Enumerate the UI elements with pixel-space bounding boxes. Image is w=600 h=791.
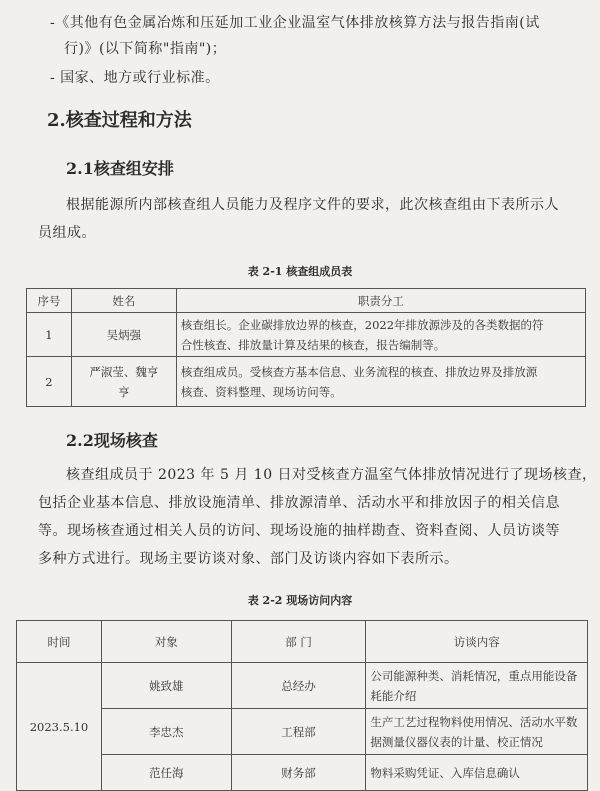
content-line: 公司能源种类、消耗情况，重点用能设备: [370, 668, 578, 683]
cell-name: [71, 357, 176, 407]
subsection-heading-2-1: 2.1核查组安排: [66, 159, 174, 178]
name-line: 严淑莹、魏亨: [89, 364, 159, 379]
cell-person: 姚致雄: [101, 663, 231, 709]
cell-dept: 财务部: [231, 755, 366, 791]
header-duty: 职责分工: [176, 289, 585, 313]
paragraph-2-2-line4: 多种方式进行。现场主要访谈对象、部门及访谈内容如下表所示。: [38, 551, 459, 567]
header-dept: 部 门: [231, 621, 366, 663]
cell-dept: 总经办: [231, 663, 366, 709]
cell-content: [366, 709, 588, 755]
table-header-row: [27, 289, 586, 313]
header-name: 姓名: [71, 289, 176, 313]
content-line: 生产工艺过程物料使用情况、活动水平数: [370, 714, 578, 729]
table-row: [17, 709, 588, 755]
cell-person: 李忠杰: [101, 709, 231, 755]
interview-table: [16, 620, 588, 791]
bullet-guide-line2: 行)》(以下简称"指南")；: [64, 41, 227, 57]
paragraph-2-1-line2: 员组成。: [38, 225, 96, 241]
table-row: [27, 313, 586, 357]
cell-content: [366, 663, 588, 709]
table-row: [27, 357, 586, 407]
table-row: [17, 755, 588, 791]
paragraph-2-2-line1: 核查组成员于 2023 年 5 月 10 日对受核查方温室气体排放情况进行了现场核查，: [66, 467, 597, 483]
cell-date: 2023.5.10: [17, 663, 102, 791]
cell-no: 2: [27, 357, 72, 407]
table-row: [17, 663, 588, 709]
name-line: 亨: [118, 384, 130, 399]
cell-person: 范任海: [101, 755, 231, 791]
cell-no: 1: [27, 313, 72, 357]
header-content: 访谈内容: [366, 621, 588, 663]
team-table: [26, 288, 586, 407]
paragraph-2-2-line2: 包括企业基本信息、排放设施清单、排放源清单、活动水平和排放因子的相关信息: [38, 495, 560, 511]
cell-content: 物料采购凭证、入库信息确认: [366, 755, 588, 791]
paragraph-2-2-line3: 等。现场核查通过相关人员的访问、现场设施的抽样勘查、资料查阅、人员访谈等: [38, 523, 560, 539]
duty-line: 核查、资料整理、现场访问等。: [180, 384, 342, 399]
table-header-row: [17, 621, 588, 663]
duty-line: 核查组成员。受核查方基本信息、业务流程的核查、排放边界及排放源: [180, 364, 538, 379]
cell-name: 吴炳强: [71, 313, 176, 357]
paragraph-2-1-line1: 根据能源所内部核查组人员能力及程序文件的要求，此次核查组由下表所示人: [66, 197, 559, 213]
table-caption-2-1: 表 2-1 核查组成员表: [247, 265, 353, 278]
table-caption-2-2: 表 2-2 现场访问内容: [247, 594, 353, 607]
cell-duty: [176, 357, 585, 407]
header-time: 时间: [17, 621, 102, 663]
subsection-heading-2-2: 2.2现场核查: [66, 431, 158, 450]
content-line: 耗能介绍: [370, 688, 417, 703]
section-heading: 2.核查过程和方法: [47, 110, 192, 131]
cell-dept: 工程部: [231, 709, 366, 755]
cell-duty: [176, 313, 585, 357]
header-no: 序号: [27, 289, 72, 313]
duty-line: 合性核查、排放量计算及结果的核查，报告编制等。: [180, 337, 446, 352]
bullet-guide-line1: -《其他有色金属冶炼和压延加工业企业温室气体排放核算方法与报告指南(试: [50, 15, 540, 31]
duty-line: 核查组长。企业碳排放边界的核查，2022年排放源涉及的各类数据的符: [180, 317, 544, 332]
header-person: 对象: [101, 621, 231, 663]
content-line: 据测量仪器仪表的计量、校正情况: [370, 734, 543, 749]
bullet-standards: - 国家、地方或行业标准。: [50, 70, 220, 86]
